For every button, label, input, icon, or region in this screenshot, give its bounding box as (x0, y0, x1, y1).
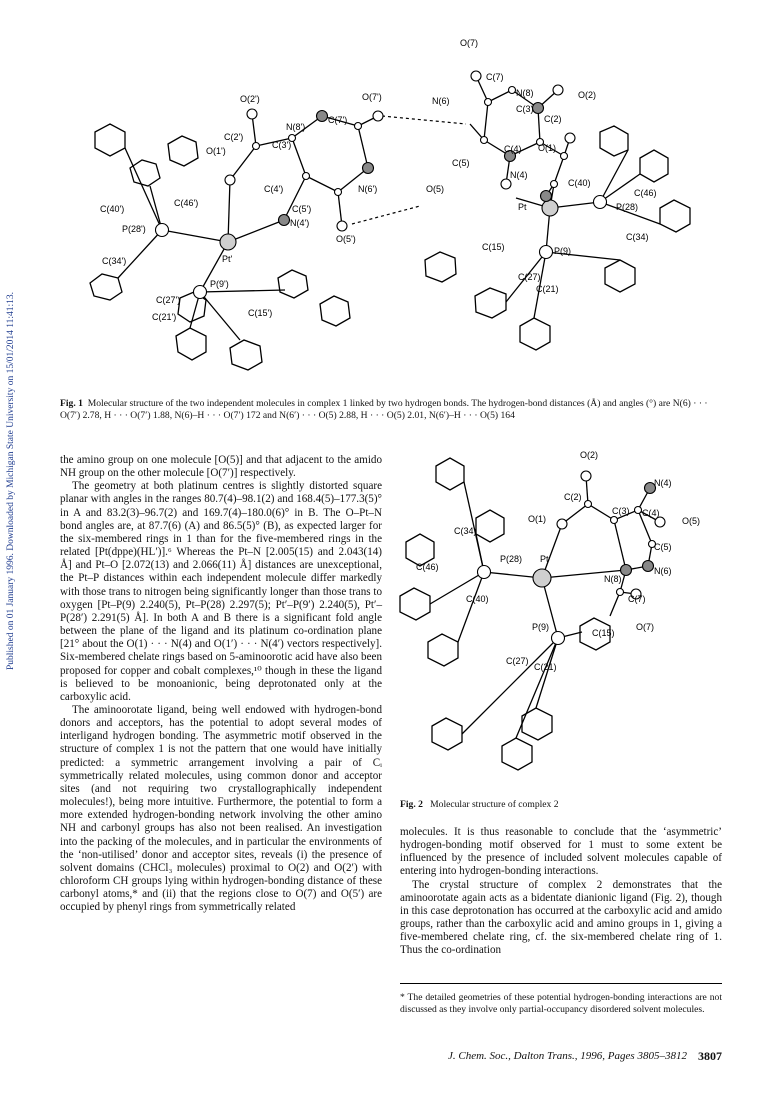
fig1-bonds (90, 76, 690, 370)
fig1-label: C(3) (516, 104, 534, 114)
fig1-label: C(4) (504, 144, 522, 154)
footnote: * The detailed geometries of these potential hydrogen-bonding interactions are not discussed as they involve only partial-occupancy disordered solvent molecules. (400, 992, 722, 1015)
paragraph: The aminoorotate ligand, being well endowed with hydrogen-bond donors and acceptors, has the potential to adopt several modes of interligand hydrogen bonding. The asymmetric motif observed in the structure of complex 1 is not the pattern that one would have initially predicted: a symmetric arrangement involving a pair of Cᵢ symmetrically related molecules, using common donor and acceptor sites (and not requiring two crystallographically independent molecules!), being more intuitive. Furthermore, the potential to form a more extended hydrogen-bonding network involving the other amino NH and carbonyl groups has also not been realised. An investigation into the packing of the molecules, and in particular the environments of the ‘non-utilised’ donor and acceptor sites, reveals (i) the presence of solvent domains (CHCl₃ molecules) proximal to O(2) and O(2′) with chloroform CH groups lying within hydrogen-bonding distance of these carbonyl atoms,* and (ii) that the regions close to O(7) and O(5′) are occupied by phenyl rings from symmetrically related (60, 703, 382, 914)
fig2-label: C(7) (628, 594, 646, 604)
fig2-label: P(9) (532, 622, 550, 632)
download-watermark-text: Published on 01 January 1996. Downloaded by Michigan State University on 15/01/2014 11:41:13. (6, 291, 16, 670)
fig1-label: C(3') (272, 140, 292, 150)
fig2-label: C(5) (654, 542, 672, 552)
figure-2-label: Fig. 2 (400, 799, 423, 810)
fig1-label: C(15) (482, 242, 505, 252)
right-column (400, 826, 722, 958)
fig2-label: O(2) (580, 450, 598, 460)
fig1-label: N(6') (358, 184, 378, 194)
figure-2-structure (392, 446, 722, 796)
fig1-label: N(4') (290, 218, 310, 228)
fig2-label: C(15) (592, 628, 615, 638)
fig1-label: P(9') (210, 279, 229, 289)
fig1-label: C(40') (100, 204, 125, 214)
fig2-label: P(28) (500, 554, 523, 564)
fig2-label: C(27) (506, 656, 529, 666)
fig1-label: C(34) (626, 232, 649, 242)
fig1-label: P(28') (122, 224, 146, 234)
fig2-label: O(7) (636, 622, 654, 632)
footnote-divider (400, 983, 722, 984)
fig1-label: C(27) (518, 272, 541, 282)
fig2-label: C(21) (534, 662, 557, 672)
fig1-label: C(40) (568, 178, 591, 188)
figure-1-caption (60, 398, 722, 422)
figure-2-caption (400, 799, 720, 810)
paragraph: The crystal structure of complex 2 demonstrates that the aminoorotate again acts as a bidentate dianionic ligand (Fig. 2), though in this case deprotonation has occurred at the carboxylic acid and amido groups, rather than the carboxylic acid and amino groups in 1, giving a five-membered chelate ring, cf. the six-membered chelate ring of 1. Thus the co-ordination (400, 878, 722, 957)
fig2-bonds (400, 458, 660, 770)
fig2-label: Pt (540, 554, 549, 564)
fig1-label: O(1) (538, 143, 556, 153)
fig1-label: N(8') (286, 122, 306, 132)
fig2-label: N(6) (654, 566, 672, 576)
paragraph: molecules. It is thus reasonable to conclude that the ‘asymmetric’ hydrogen-bonding motif observed for 1 must to some extent be influenced by the presence of included solvent molecules capable of entering into hydrogen-bonding interactions. (400, 826, 722, 878)
fig2-label: C(40) (466, 594, 489, 604)
figure-1-structure (80, 28, 720, 396)
fig1-label: O(2) (578, 90, 596, 100)
fig1-label: C(21') (152, 312, 177, 322)
figure-1-caption-text: Molecular structure of the two independent molecules in complex 1 linked by two hydrogen bonds. The hydrogen-bond distances (Å) and angles (°) are N(6) · · · O(7′) 2.78, H · · · O(7′) 1.88, N(6)–H · · · O(7′) 172 and N(6′) · · · O(5) 2.88, H · · · O(5) 2.01, N(6′)–H · · · O(5) 164 (60, 398, 708, 421)
fig1-label: Pt' (222, 254, 233, 264)
fig2-label: C(4) (642, 508, 660, 518)
fig1-label: C(2) (544, 114, 562, 124)
fig2-label: C(46) (416, 562, 439, 572)
fig1-label: P(28) (616, 202, 639, 212)
fig1-label: O(7') (362, 92, 382, 102)
paragraph: The geometry at both platinum centres is slightly distorted square planar with angles in the ranges 80.7(4)–98.1(2) and 168.4(5)–177.3(5)° in A and 83.2(3)–96.7(2) and 169.7(4)–180.0(6)° in B. The O–Pt–N bond angles are, at 87.7(6) (A) and 86.5(5)° (B), as expected larger for the six-membered rings in 1 than for the five-membered rings in the related [Pt(dppe)(HL′)].⁶ Whereas the Pt–N [2.005(15) and 2.043(14) Å] and Pt–O [2.072(13) and 2.066(11) Å] distances are unexceptional, the Pt–P distances within each independent molecule differ markedly with those trans to nitrogen being significantly longer than those trans to oxygen [Pt–P(9) 2.240(5), Pt–P(28) 2.297(5); Pt′–P(9′) 2.240(5), Pt′–P(28′) 2.291(5) Å]. In both A and B there is a significant fold angle between the plane of the ligand and its platinum co-ordination plane [21° about the O(1) · · · N(4) and O(1′) · · · N(4′) vectors respectively]. Six-membered chelate rings based on 5-aminoorotic acid have also been proposed for copper and cobalt complexes,¹⁰ though in these the ligand is believed to be monoanionic, being deprotonated only at the carboxylic acid. (60, 480, 382, 703)
fig1-label: C(46) (634, 188, 657, 198)
journal-reference: J. Chem. Soc., Dalton Trans., 1996, Pages 3805–3812 (448, 1050, 687, 1062)
fig1-label: C(4') (264, 184, 284, 194)
fig1-label: C(34') (102, 256, 127, 266)
fig1-label: O(5) (426, 184, 444, 194)
fig1-label: O(5') (336, 234, 356, 244)
download-watermark (4, 200, 18, 670)
fig1-label: C(5) (452, 158, 470, 168)
fig1-label: C(21) (536, 284, 559, 294)
fig1-label: C(5') (292, 204, 312, 214)
fig2-label: O(1) (528, 514, 546, 524)
fig1-label: C(7) (486, 72, 504, 82)
fig1-label: C(46') (174, 198, 199, 208)
fig1-label: Pt (518, 202, 527, 212)
figure-1-label: Fig. 1 (60, 398, 83, 409)
fig1-label: N(4) (510, 170, 528, 180)
fig1-label: N(6) (432, 96, 450, 106)
left-column (60, 454, 382, 914)
fig1-labels (100, 38, 657, 322)
fig1-label: O(1') (206, 146, 226, 156)
fig1-label: C(7') (328, 115, 348, 125)
fig1-atoms (156, 71, 607, 299)
fig1-label: O(7) (460, 38, 478, 48)
fig1-label: O(2') (240, 94, 260, 104)
fig1-label: C(27') (156, 295, 181, 305)
fig2-label: N(8) (604, 574, 622, 584)
fig2-label: C(34) (454, 526, 477, 536)
figure-2-caption-text: Molecular structure of complex 2 (430, 799, 559, 810)
fig2-label: N(4) (654, 478, 672, 488)
fig2-label: C(2) (564, 492, 582, 502)
paragraph: the amino group on one molecule [O(5)] and that adjacent to the amido NH group on the other molecule [O(7′)] respectively. (60, 454, 382, 480)
fig2-label: C(3) (612, 506, 630, 516)
fig1-label: P(9) (554, 246, 572, 256)
fig1-label: C(2') (224, 132, 244, 142)
fig1-label: N(8) (516, 88, 534, 98)
fig1-label: C(15') (248, 308, 273, 318)
fig2-label: O(5) (682, 516, 700, 526)
page-number: 3807 (698, 1049, 722, 1063)
